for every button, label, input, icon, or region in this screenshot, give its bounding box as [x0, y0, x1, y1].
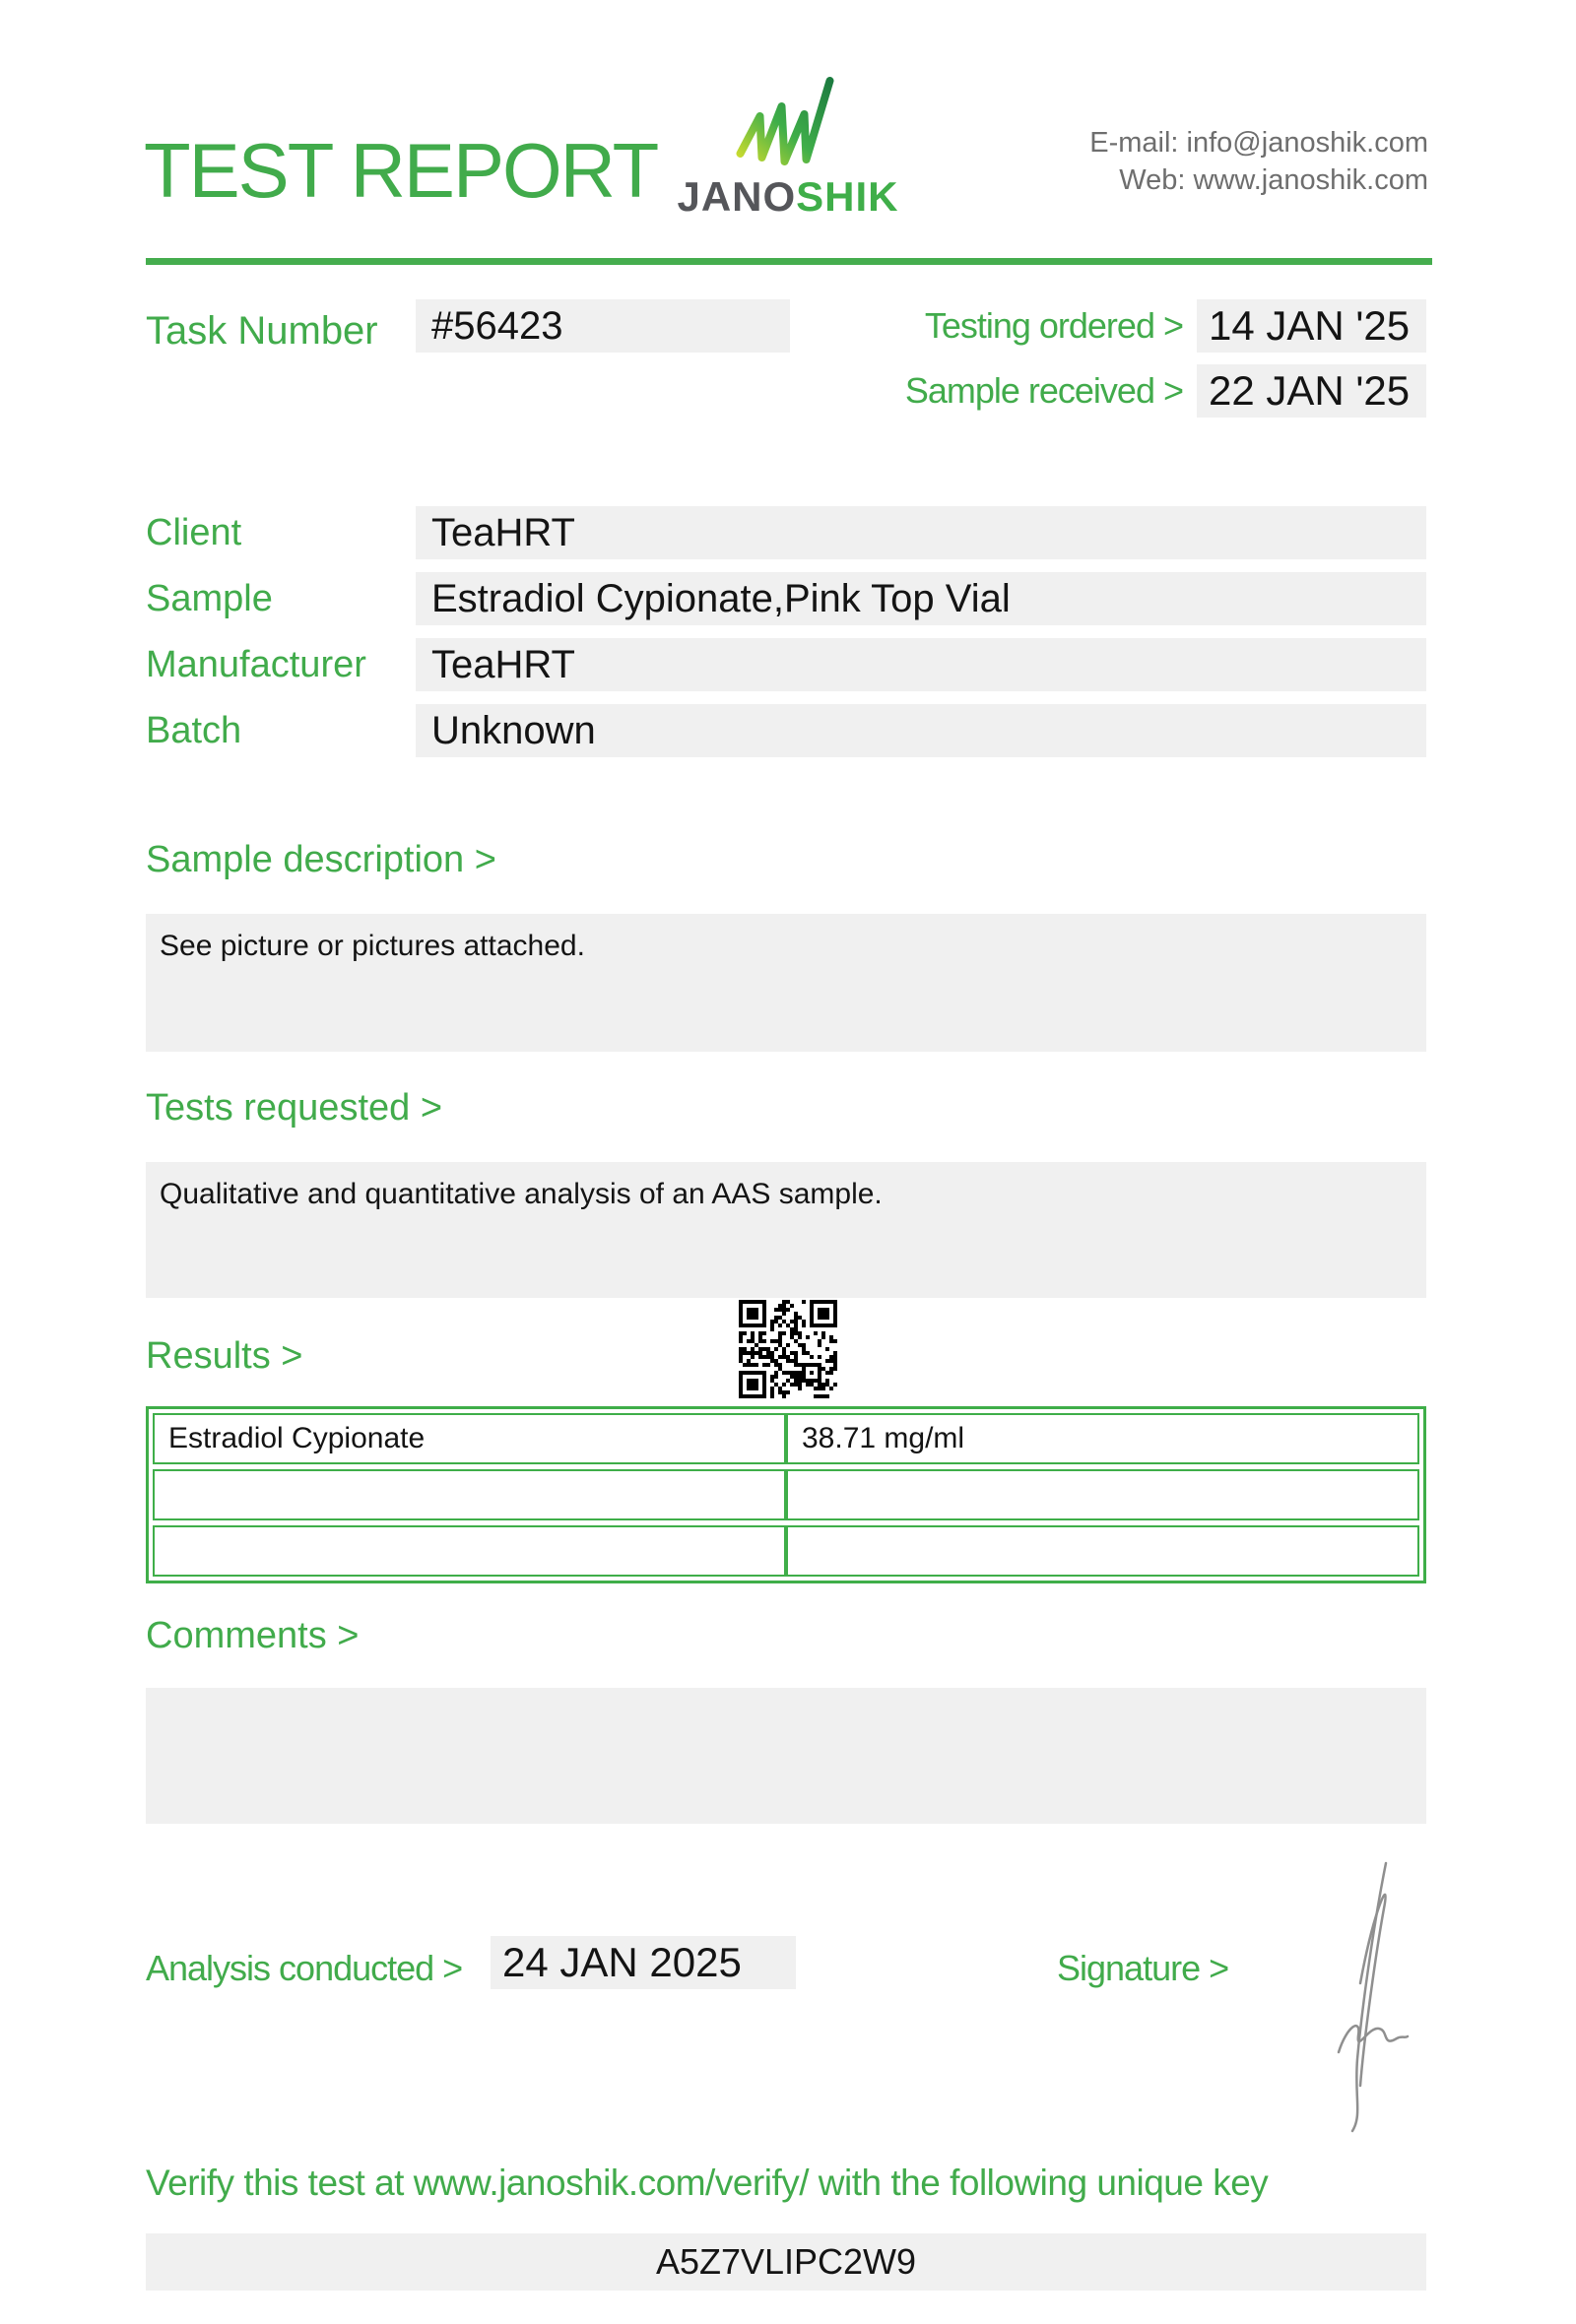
sample-value: Estradiol Cypionate,Pink Top Vial [416, 572, 1426, 625]
results-table [146, 1406, 1426, 1583]
batch-value: Unknown [416, 704, 1426, 757]
manufacturer-label: Manufacturer [146, 643, 366, 685]
comments-heading: Comments > [146, 1615, 360, 1656]
results-table-row [153, 1525, 1419, 1577]
client-label: Client [146, 511, 242, 553]
task-number-label: Task Number [146, 309, 378, 353]
logo-shik-text: SHIK [796, 173, 899, 220]
results-table-row [153, 1413, 1419, 1464]
signature-label: Signature > [1057, 1948, 1229, 1988]
logo-wordmark [640, 173, 936, 221]
client-value: TeaHRT [416, 506, 1426, 559]
result-analyte-cell [153, 1525, 786, 1577]
sample-row [146, 572, 1426, 625]
janoshik-logo [640, 73, 936, 221]
chart-growth-icon [732, 73, 845, 167]
sample-description-heading: Sample description > [146, 839, 496, 880]
testing-ordered-label: Testing ordered > [924, 305, 1183, 346]
contact-info [1089, 124, 1428, 199]
result-value-cell [786, 1469, 1419, 1520]
batch-row [146, 704, 1426, 757]
page-title: TEST REPORT [144, 127, 658, 214]
logo-jano-text: JANO [677, 173, 797, 220]
result-analyte-cell: Estradiol Cypionate [153, 1413, 786, 1464]
unique-key-value: A5Z7VLIPC2W9 [146, 2233, 1426, 2291]
verify-instruction: Verify this test at www.janoshik.com/verify/ with the following unique key [146, 2163, 1269, 2203]
tests-requested-heading: Tests requested > [146, 1087, 443, 1129]
testing-ordered-date: 14 JAN '25 [1197, 299, 1426, 353]
results-heading: Results > [146, 1335, 303, 1377]
result-value-cell: 38.71 mg/ml [786, 1413, 1419, 1464]
comments-box [146, 1688, 1426, 1824]
sample-received-row [905, 364, 1426, 418]
header-divider [146, 258, 1432, 265]
qr-code [739, 1300, 837, 1398]
testing-ordered-row [925, 299, 1426, 353]
result-analyte-cell [153, 1469, 786, 1520]
signature-image [1295, 1857, 1428, 2143]
tests-requested-box: Qualitative and quantitative analysis of an AAS sample. [146, 1162, 1426, 1298]
sample-received-date: 22 JAN '25 [1197, 364, 1426, 418]
batch-label: Batch [146, 709, 242, 751]
sample-received-label: Sample received > [904, 370, 1183, 411]
task-number-value: #56423 [416, 299, 790, 353]
result-value-cell [786, 1525, 1419, 1577]
contact-email: E-mail: info@janoshik.com [1089, 127, 1428, 159]
sample-label: Sample [146, 577, 273, 619]
client-row [146, 506, 1426, 559]
manufacturer-value: TeaHRT [416, 638, 1426, 691]
analysis-conducted-label: Analysis conducted > [146, 1948, 463, 1988]
results-table-row [153, 1469, 1419, 1520]
analysis-conducted-date: 24 JAN 2025 [491, 1936, 796, 1989]
sample-description-box: See picture or pictures attached. [146, 914, 1426, 1052]
contact-web: Web: www.janoshik.com [1119, 164, 1428, 196]
manufacturer-row [146, 638, 1426, 691]
